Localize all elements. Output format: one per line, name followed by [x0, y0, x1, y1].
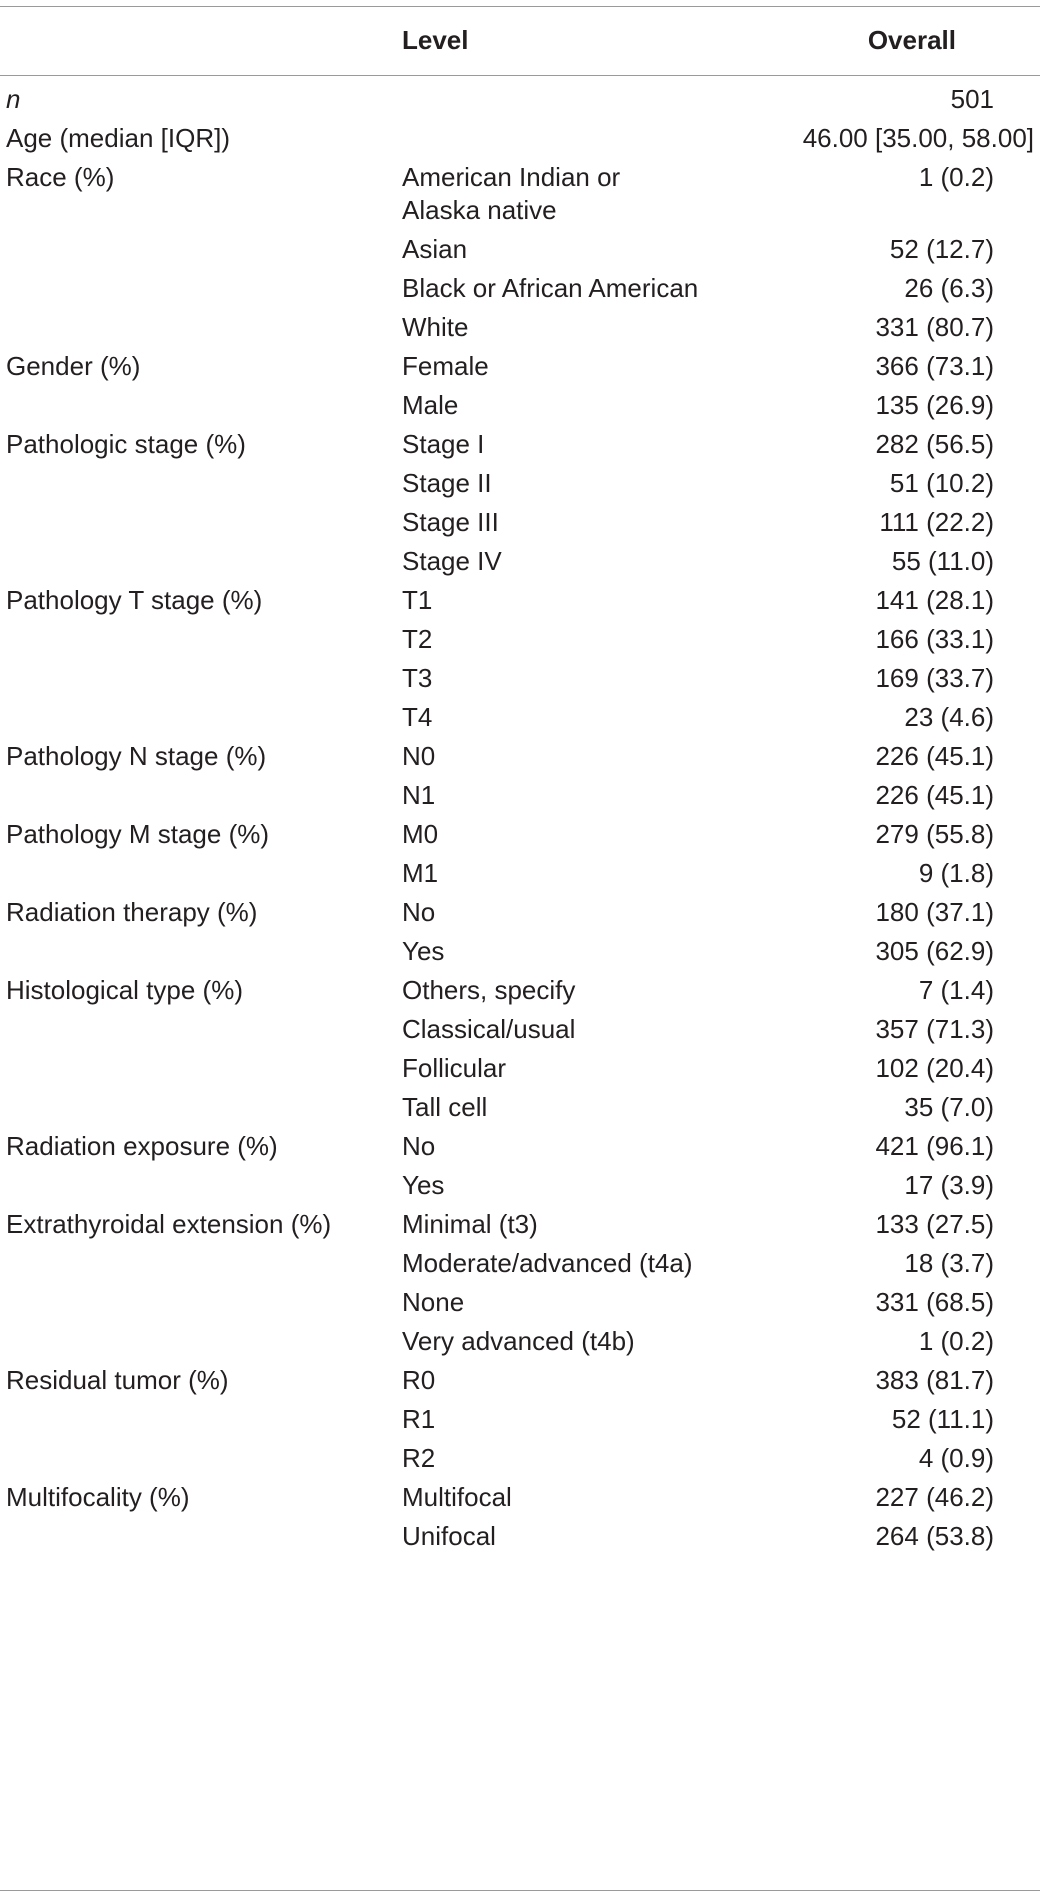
row-overall: 180 (37.1) — [875, 897, 994, 928]
row-overall: 331 (80.7) — [875, 312, 994, 343]
row-level: No — [402, 897, 436, 928]
row-level: R1 — [402, 1404, 436, 1435]
row-overall: 55 (11.0) — [891, 546, 994, 577]
row-level: T1 — [402, 585, 433, 616]
row-level: Multifocal — [402, 1482, 512, 1513]
row-level: Others, specify — [402, 975, 576, 1006]
row-level: R0 — [402, 1365, 436, 1396]
row-level: T4 — [402, 702, 433, 733]
row-level: None — [402, 1287, 465, 1318]
row-level: Stage II — [402, 468, 492, 499]
row-level: Stage III — [402, 507, 499, 538]
row-overall: 52 (12.7) — [889, 234, 994, 265]
row-overall: 133 (27.5) — [875, 1209, 994, 1240]
row-variable: Pathology T stage (%) — [6, 585, 263, 616]
row-variable: Histological type (%) — [6, 975, 243, 1006]
row-overall: 9 (1.8) — [918, 858, 994, 889]
row-overall: 17 (3.9) — [904, 1170, 994, 1201]
row-variable: Radiation therapy (%) — [6, 897, 258, 928]
row-overall: 501 — [950, 84, 994, 114]
row-level: T3 — [402, 663, 433, 694]
table-bottom-rule — [0, 1890, 1040, 1891]
row-level: Minimal (t3) — [402, 1209, 538, 1240]
row-level: Asian — [402, 234, 468, 265]
row-overall: 46.00 [35.00, 58.00] — [802, 123, 1034, 153]
row-overall: 51 (10.2) — [889, 468, 994, 499]
table-top-rule — [0, 6, 1040, 7]
row-overall: 23 (4.6) — [904, 702, 994, 733]
row-overall: 421 (96.1) — [875, 1131, 994, 1162]
row-overall: 166 (33.1) — [875, 624, 994, 655]
row-overall: 18 (3.7) — [904, 1248, 994, 1279]
row-overall: 282 (56.5) — [875, 429, 994, 460]
row-overall: 102 (20.4) — [875, 1053, 994, 1084]
row-variable: Multifocality (%) — [6, 1482, 190, 1513]
row-level: Stage IV — [402, 546, 502, 577]
row-variable: Extrathyroidal extension (%) — [6, 1209, 332, 1240]
row-level: Unifocal — [402, 1521, 496, 1552]
row-overall: 35 (7.0) — [904, 1092, 994, 1123]
row-overall: 52 (11.1) — [891, 1404, 994, 1435]
row-level: Yes — [402, 936, 445, 967]
row-variable: Pathology M stage (%) — [6, 819, 270, 850]
header-overall: Overall — [867, 25, 956, 55]
row-level: Yes — [402, 1170, 445, 1201]
row-overall: 226 (45.1) — [875, 780, 994, 811]
row-level: Classical/usual — [402, 1014, 576, 1045]
row-overall: 279 (55.8) — [875, 819, 994, 850]
row-variable: Age (median [IQR]) — [6, 123, 230, 153]
row-variable: Radiation exposure (%) — [6, 1131, 278, 1162]
row-overall: 366 (73.1) — [875, 351, 994, 382]
header-bottom-rule — [0, 75, 1040, 76]
row-level: White — [402, 312, 469, 343]
row-level: Black or African American — [402, 273, 699, 304]
row-level: Very advanced (t4b) — [402, 1326, 635, 1357]
row-level: M0 — [402, 819, 439, 850]
row-overall: 135 (26.9) — [875, 390, 994, 421]
row-variable: Residual tumor (%) — [6, 1365, 229, 1396]
row-variable: n — [6, 84, 21, 114]
row-level: M1 — [402, 858, 439, 889]
row-overall: 331 (68.5) — [875, 1287, 994, 1318]
row-level: N1 — [402, 780, 436, 811]
row-overall: 111 (22.2) — [879, 507, 994, 538]
row-overall: 357 (71.3) — [875, 1014, 994, 1045]
row-overall: 1 (0.2) — [918, 162, 994, 192]
row-overall: 226 (45.1) — [875, 741, 994, 772]
header-level: Level — [402, 25, 469, 55]
row-level: R2 — [402, 1443, 436, 1474]
row-overall: 1 (0.2) — [918, 1326, 994, 1357]
row-level: Female — [402, 351, 489, 382]
row-overall: 141 (28.1) — [875, 585, 994, 616]
row-variable: Pathology N stage (%) — [6, 741, 267, 772]
row-level: American Indian or — [402, 162, 621, 192]
row-overall: 264 (53.8) — [875, 1521, 994, 1552]
row-level: Follicular — [402, 1053, 507, 1084]
row-overall: 7 (1.4) — [918, 975, 994, 1006]
row-level: Male — [402, 390, 459, 421]
row-overall: 169 (33.7) — [875, 663, 994, 694]
row-level: Tall cell — [402, 1092, 488, 1123]
row-overall: 26 (6.3) — [904, 273, 994, 304]
row-overall: 4 (0.9) — [918, 1443, 994, 1474]
row-level-continuation: Alaska native — [402, 195, 557, 225]
row-level: Stage I — [402, 429, 485, 460]
row-variable: Race (%) — [6, 162, 115, 192]
row-level: N0 — [402, 741, 436, 772]
row-overall: 305 (62.9) — [875, 936, 994, 967]
row-level: T2 — [402, 624, 433, 655]
row-overall: 227 (46.2) — [875, 1482, 994, 1513]
row-level: No — [402, 1131, 436, 1162]
row-variable: Gender (%) — [6, 351, 141, 382]
row-level: Moderate/advanced (t4a) — [402, 1248, 693, 1279]
row-overall: 383 (81.7) — [875, 1365, 994, 1396]
row-variable: Pathologic stage (%) — [6, 429, 246, 460]
